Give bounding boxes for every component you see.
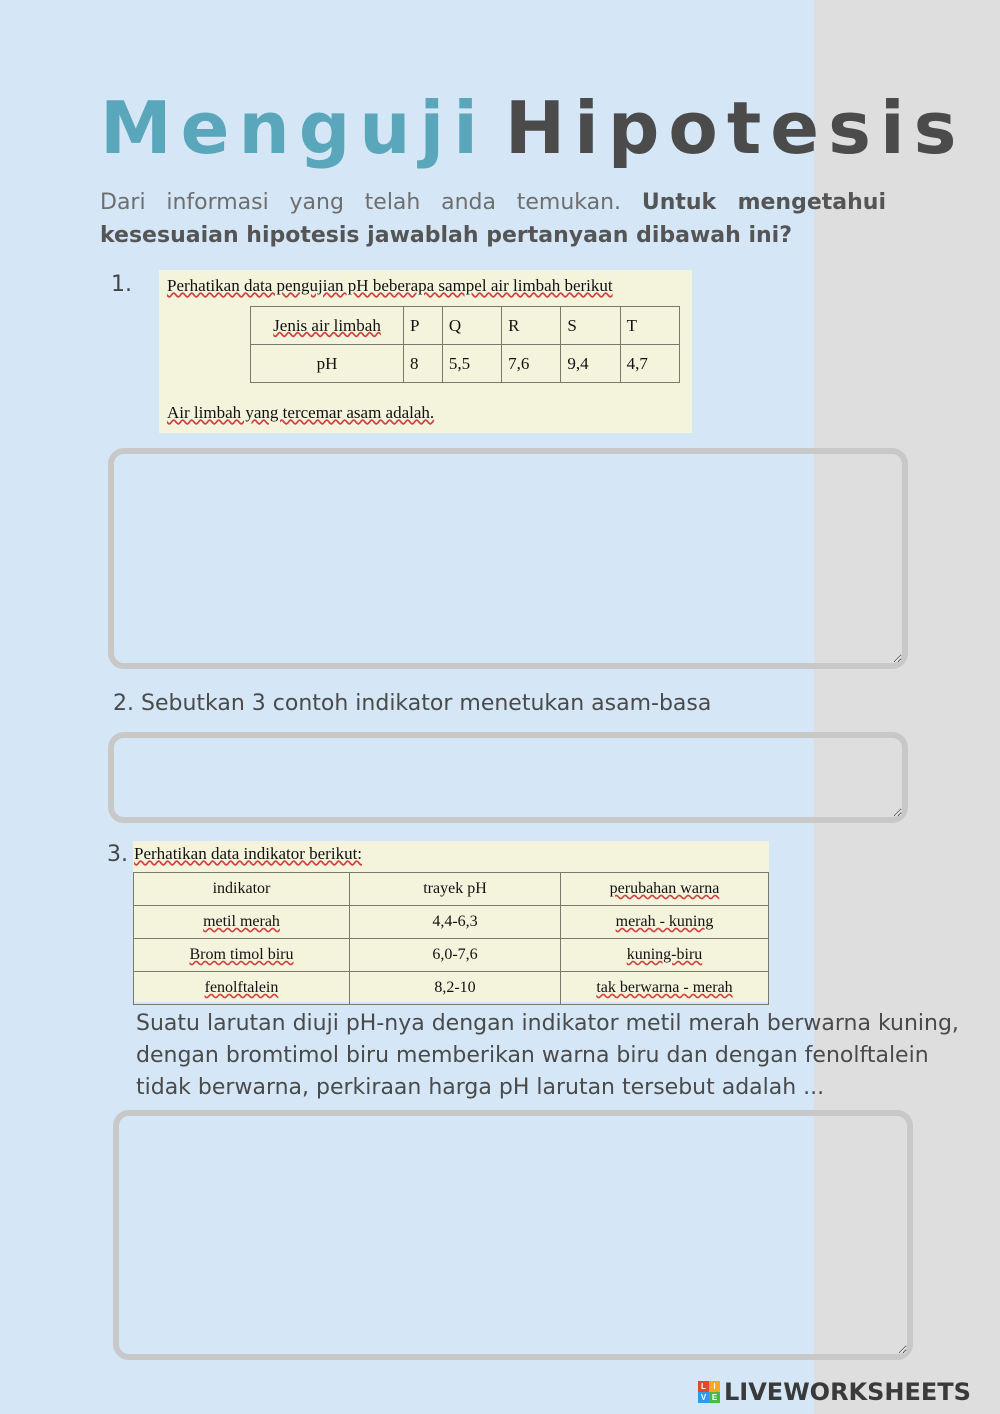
table-cell: 6,0-7,6 [350,939,561,972]
q2-question: 2. Sebutkan 3 contoh indikator menetukan asam-basa [113,691,712,716]
table-row [134,873,769,906]
q2-answer-box[interactable] [108,732,908,823]
table-cell: 4,7 [620,345,679,383]
logo-icon-letter: E [709,1392,720,1403]
table-cell: P [404,307,443,345]
table-cell: Q [442,307,501,345]
table-cell: 8 [404,345,443,383]
q1-scanned-table [159,270,692,433]
q1-question: Air limbah yang tercemar asam adalah. [167,403,435,422]
q1-number: 1. [111,272,132,297]
table-cell: kuning-biru [561,939,769,972]
table-cell: S [561,307,620,345]
table-cell: 5,5 [442,345,501,383]
logo-text: LIVEWORKSHEETS [724,1378,971,1406]
liveworksheets-logo[interactable] [698,1378,971,1406]
table-cell: 7,6 [502,345,561,383]
table-cell: pH [251,345,404,383]
logo-icon-letter: L [698,1381,709,1392]
logo-icon-letter: V [698,1392,709,1403]
ph-data-table [250,306,680,383]
table-cell: metil merah [134,906,350,939]
intro-paragraph [100,186,886,252]
q3-caption: Perhatikan data indikator berikut: [134,844,363,863]
table-row [134,972,769,1005]
title-word-hipotesis: Hipotesis [504,86,966,170]
q3-question: Suatu larutan diuji pH-nya dengan indikator metil merah berwarna kuning, dengan bromtimol biru memberikan warna biru dan dengan fenolftalein tidak berwarna, perkiraan harga pH larutan tersebut adalah ... [136,1011,959,1100]
table-row [134,939,769,972]
title-word-menguji: Menguji [100,86,487,170]
table-cell: indikator [134,873,350,906]
logo-icon-letter: I [709,1381,720,1392]
table-cell: Brom timol biru [134,939,350,972]
table-cell: perubahan warna [561,873,769,906]
q3-scanned-table [133,841,769,1002]
intro-bold-text: Untuk mengetahui kesesuaian hipotesis jawablah pertanyaan dibawah ini? [100,190,886,248]
q3-number: 3. [107,842,128,867]
page-title [100,86,966,170]
q3-answer-box[interactable] [113,1110,913,1360]
table-cell: 8,2-10 [350,972,561,1005]
table-cell: trayek pH [350,873,561,906]
q1-answer-box[interactable] [108,448,908,669]
liveworksheets-logo-icon [698,1381,720,1403]
table-row [251,345,680,383]
table-cell: 4,4-6,3 [350,906,561,939]
intro-plain-text: Dari informasi yang telah anda temukan. [100,190,622,215]
q1-caption: Perhatikan data pengujian pH beberapa sampel air limbah berikut [167,276,613,295]
table-row [251,307,680,345]
table-cell: tak berwarna - merah [561,972,769,1005]
table-cell: R [502,307,561,345]
table-row [134,906,769,939]
indicator-table [133,872,769,1005]
table-cell: 9,4 [561,345,620,383]
table-cell: merah - kuning [561,906,769,939]
table-cell: T [620,307,679,345]
table-cell: fenolftalein [134,972,350,1005]
table-cell: Jenis air limbah [251,307,404,345]
